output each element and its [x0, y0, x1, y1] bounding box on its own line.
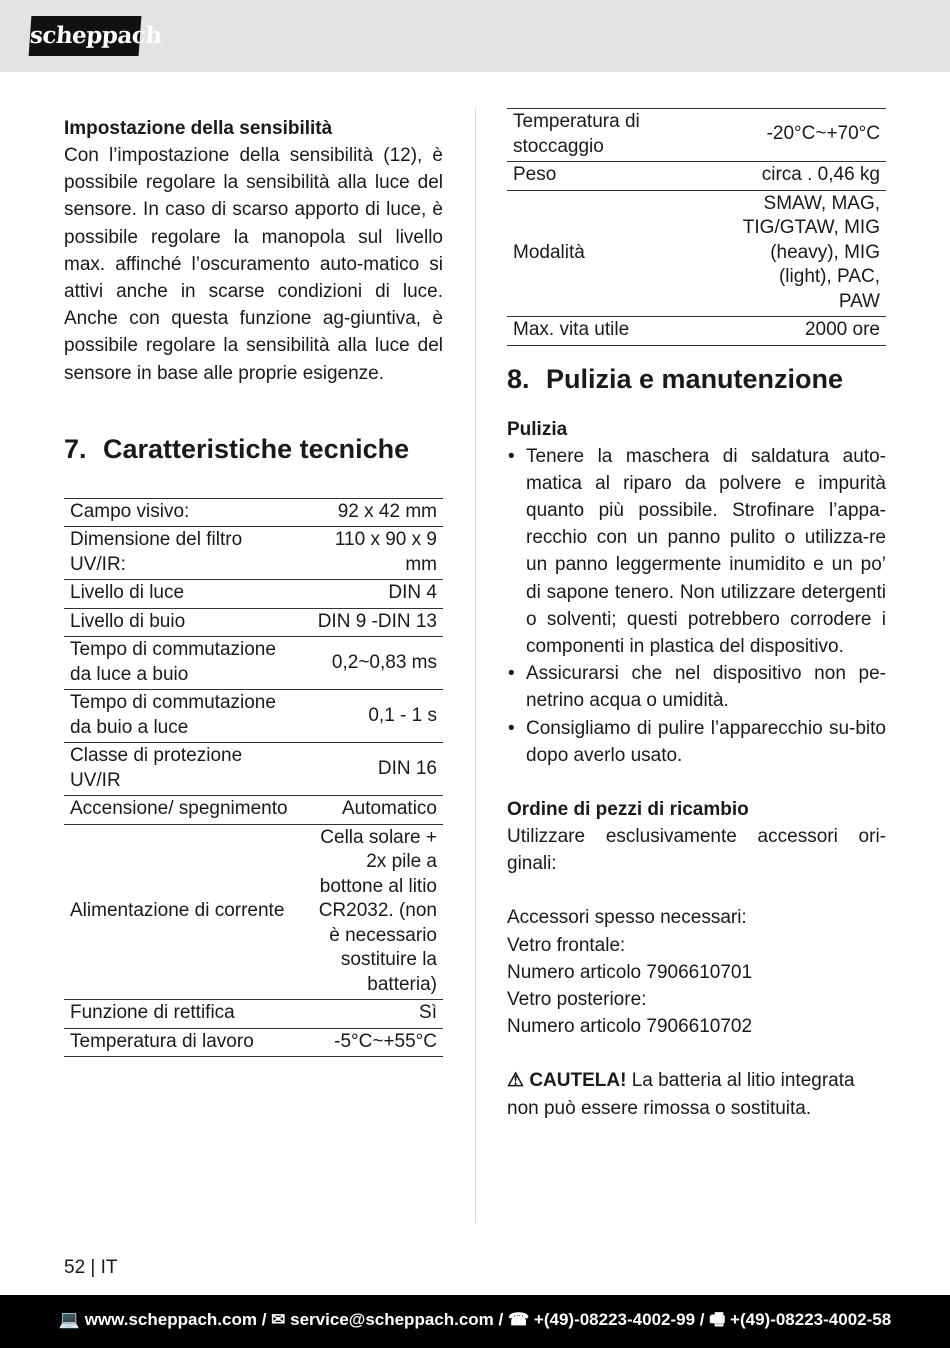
list-item: • Tenere la maschera di saldatura auto-matica al riparo da polvere e impurità quanto più possibile. Strofinare l’appa-recchio con un panno pulito o utilizza-re un panno leggermente inumidito e un po’ di sapone tenero. Non utilizzare detergenti o solventi; questi potrebbero corrodere i componenti in plastica del dispositivo.: [507, 443, 886, 661]
phone-icon: ☎: [507, 1310, 530, 1329]
footer-phone: +(49)-08223-4002-99: [533, 1310, 696, 1329]
spec-value: Sì: [299, 1000, 443, 1029]
table-row: [507, 162, 886, 191]
spec-value: 110 x 90 x 9 mm: [299, 527, 443, 580]
spec-value: DIN 9 -DIN 13: [299, 608, 443, 637]
spec-label: Dimensione del filtro UV/IR:: [64, 527, 299, 580]
footer-fax: +(49)-08223-4002-58: [730, 1310, 892, 1329]
spec-value: 2000 ore: [727, 317, 886, 346]
header-bar: [0, 0, 950, 72]
spec-label: Livello di luce: [64, 580, 299, 609]
spec-label: Funzione di rettifica: [64, 1000, 299, 1029]
section-8-title: [507, 362, 886, 396]
accessories-block: [507, 904, 886, 1040]
section-7-heading: Caratteristiche tecniche: [103, 433, 410, 464]
spec-value: SMAW, MAG, TIG/GTAW, MIG (heavy), MIG (light), PAC, PAW: [727, 190, 886, 317]
table-row: [64, 580, 443, 609]
right-column: [507, 108, 886, 1122]
footer-website[interactable]: www.scheppach.com: [84, 1310, 257, 1329]
mail-icon: ✉: [271, 1310, 286, 1329]
spec-value: DIN 4: [299, 580, 443, 609]
spec-label: Campo visivo:: [64, 498, 299, 527]
spec-value: Cella solare + 2x pile a bottone al litio CR2032. (non è necessario sostituire la batteria): [299, 824, 443, 1000]
accessories-heading: Accessori spesso necessari:: [507, 907, 747, 929]
spec-label: Tempo di commutazione da buio a luce: [64, 690, 299, 743]
list-item: • Consigliamo di pulire l’apparecchio su-bito dopo averlo usato.: [507, 715, 886, 769]
page-language: IT: [100, 1257, 118, 1278]
spec-label: Accensione/ spegnimento: [64, 796, 299, 825]
spec-label: Modalità: [507, 190, 727, 317]
left-column: [64, 115, 443, 1057]
column-divider: [475, 108, 476, 1223]
table-row: [507, 317, 886, 346]
sensitivity-body: Con l’impostazione della sensibilità (12), è possibile regolare la sensibilità alla luce del sensore. In caso di scarso apporto di luce, è possibile regolare la manopola sul livello max. affinché l’oscuramento auto-matico si attivi anche in scarse condizioni di luce. Anche con questa funzione ag-giuntiva, è possibile regolare la sensibilità alla luce del sensore in base alle proprie esigenze.: [64, 145, 443, 384]
section-8-heading: Pulizia e manutenzione: [546, 363, 844, 394]
warning-label: CAUTELA!: [529, 1070, 627, 1092]
table-row: [507, 109, 886, 162]
table-row: [64, 690, 443, 743]
spec-value: 0,2~0,83 ms: [299, 637, 443, 690]
table-row: [64, 1028, 443, 1057]
table-row: [64, 527, 443, 580]
table-row: [507, 190, 886, 317]
table-row: [64, 608, 443, 637]
spare-parts-heading: Ordine di pezzi di ricambio: [507, 798, 749, 820]
footer-email[interactable]: service@scheppach.com: [290, 1310, 494, 1329]
warning-triangle-icon: ⚠: [507, 1070, 525, 1092]
spec-value: Automatico: [299, 796, 443, 825]
page-number-value: 52: [64, 1257, 86, 1278]
spec-value: 92 x 42 mm: [299, 498, 443, 527]
spec-value: -20°C~+70°C: [727, 109, 886, 162]
spec-label: Peso: [507, 162, 727, 191]
rear-glass-number: Numero articolo 7906610702: [507, 1016, 753, 1038]
fax-icon: 🖷: [709, 1310, 726, 1329]
front-glass-number: Numero articolo 7906610701: [507, 961, 753, 983]
spec-value: -5°C~+55°C: [299, 1028, 443, 1057]
spec-label: Alimentazione di corrente: [64, 824, 299, 1000]
table-row: [64, 796, 443, 825]
list-item: • Assicurarsi che nel dispositivo non pe-netrino acqua o umidità.: [507, 660, 886, 714]
page-number: 52 | IT: [64, 1257, 118, 1278]
spec-label: Temperatura di lavoro: [64, 1028, 299, 1057]
tech-specs-table: [64, 498, 443, 1058]
cleaning-list: [507, 443, 886, 769]
rear-glass-label: Vetro posteriore:: [507, 988, 647, 1010]
warning-note: [507, 1067, 886, 1121]
spec-label: Livello di buio: [64, 608, 299, 637]
footer-bar: 💻 www.scheppach.com / ✉ service@scheppach.com / ☎ +(49)-08223-4002-99 / 🖷 +(49)-08223-4002-58: [0, 1295, 950, 1348]
table-row: [64, 824, 443, 1000]
sensitivity-heading: Impostazione della sensibilità: [64, 118, 333, 139]
tech-specs-table-continued: [507, 108, 886, 346]
section-7-title: [64, 432, 443, 466]
spec-label: Temperatura di stoccaggio: [507, 109, 727, 162]
spec-value: DIN 16: [299, 743, 443, 796]
warning-text: La batteria al litio integrata non può essere rimossa o sostituita.: [507, 1070, 855, 1119]
spare-parts-body: Utilizzare esclusivamente accessori ori-ginali:: [507, 825, 886, 875]
computer-icon: 💻: [58, 1310, 80, 1329]
spec-label: Tempo di commutazione da luce a buio: [64, 637, 299, 690]
front-glass-label: Vetro frontale:: [507, 934, 626, 956]
section-7-number: 7.: [64, 433, 87, 464]
table-row: [64, 637, 443, 690]
table-row: [64, 1000, 443, 1029]
table-row: [64, 498, 443, 527]
spec-value: 0,1 - 1 s: [299, 690, 443, 743]
table-row: [64, 743, 443, 796]
cleaning-heading: Pulizia: [507, 418, 568, 440]
spec-label: Max. vita utile: [507, 317, 727, 346]
spec-label: Classe di protezione UV/IR: [64, 743, 299, 796]
spec-value: circa . 0,46 kg: [727, 162, 886, 191]
section-8-number: 8.: [507, 363, 530, 394]
scheppach-logo: scheppach: [29, 16, 142, 56]
